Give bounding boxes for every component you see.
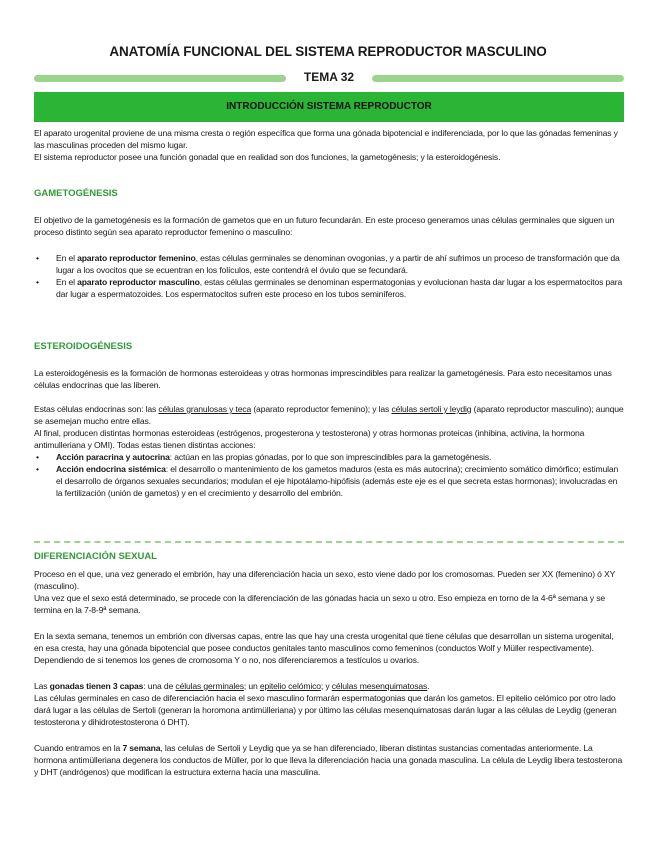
dif-paragraph-2: Una vez que el sexo está determinado, se procede con la diferenciación de las gónadas hacia un sexo u otro. Eso empieza en torno de la 4-6ª semana y se termina en la 7-8-9ª semana. [34,593,605,615]
tema-row [34,70,624,86]
heading-diferenciacion: DIFERENCIACIÓN SEXUAL [34,551,157,562]
estero-paragraph-1: La esteroidogénesis es la formación de hormonas esteroideas y otras hormonas imprescindibles para realizar la gametogénesis. Para esto necesitamos unas células endocrinas que las liberen. [34,368,612,390]
gametogenesis-paragraph: El objetivo de la gametogénesis es la formación de gametos que en un futuro fecundarán. En este proceso generamos unas células germinales que siguen un proceso distinto según sea aparato reproductor femenino o masculino: [34,215,615,237]
tema-label: TEMA 32 [303,70,355,84]
bullet-icon: • [36,464,39,474]
bullet-endocrina: • Acción endocrina sistémica: el desarrollo o mantenimiento de los gametos maduros (esta es más autocrina); crecimiento somático dimórfico; estimulan el desarrollo de órganos sexuales secundarios; modulan el eje hipotálamo-hipófisis (además este eje es el que secreta estas hormonas); involucradas en la fertilización (unión de gametos) y en el crecimiento y desarrollo del embrión. [36,464,619,498]
dif-paragraph-3: En la sexta semana, tenemos un embrión con diversas capas, entre las que hay una cresta urogenital que tiene células que desarrollan un sistema urogenital, en esa cresta, hay una gónada bipotencial que posee conductos genitales tanto masculinos como femeninos (conductos Wolf y Müller respectivamente). Dependiendo de si tenemos los genes de cromosoma Y o no, nos diferenciaremos a testículos u ovarios. [34,631,614,665]
bullet-paracrina: • Acción paracrina y autocrina: actúan en las propias gónadas, por lo que son imprescindibles para la gametogénesis. [36,452,492,462]
heading-esteroidogenesis: ESTEROIDOGÉNESIS [34,341,133,352]
bullet-male: • En el aparato reproductor masculino, estas células germinales se denominan espermatogonias y evolucionan hasta dar lugar a los espermatocitos para dar lugar a espermatozoides. Los espermatocitos sufren este proceso en los tubos seminíferos. [36,277,623,299]
bullet-female: • En el aparato reproductor femenino, estas células germinales se denominan ovogonias, y a partir de ahí sufrimos un proceso de transformación que da lugar a los ovocitos que se ecuentran en los folículos, este contendrá el óvulo que se fecundará. [36,253,620,275]
heading-gametogenesis: GAMETOGÉNESIS [34,188,118,199]
intro-block [34,127,624,163]
bullet-icon: • [36,253,39,263]
intro-paragraph-2: El sistema reproductor posee una función gonadal que en realidad son dos funciones, la gametogénesis; y la esteroidogénesis. [34,152,501,162]
dif-paragraph-1: Proceso en el que, una vez generado el embrión, hay una diferenciación hacia un sexo, esto viene dado por los cromosomas. Pueden ser XX (femenino) ó XY (masculino). [34,569,616,591]
bullet-icon: • [36,277,39,287]
dashed-divider [34,541,624,543]
esteroidogenesis-block [34,367,624,499]
dif-paragraph-4: Las gonadas tienen 3 capas: una de células germinales; un epitelio celómico; y células mesenquimatosas. [34,681,430,691]
estero-paragraph-2: Estas células endocrinas son: las células granulosas y teca (aparato reproductor femenino); y las células sertoli y leydig (aparato reproductor masculino); aunque se asemejan mucho entre ellas. [34,404,624,426]
bullet-icon: • [36,452,39,462]
dif-paragraph-5: Las células germinales en caso de diferenciación hacia el sexo masculino formarán espermatogonias que darán los gametos. El epitelio celómico por otro lado dará lugar a las células de Sertoli (generan la horomona antimülleriana) y por último las células mesenquimatosas darán lugar a las células de Leydig (generan testosterona y dihidrotestosterona ó DHT). [34,693,617,727]
diferenciacion-block [34,568,624,778]
section-banner [34,92,624,122]
dif-paragraph-6: Cuando entramos en la 7 semana, las celulas de Sertoli y Leydig que ya se han diferenciado, liberan distintas sustancias comentadas anteriormente. La hormona antimülleriana degenera los conductos de Müller, por lo que lleva la diferenciación hacia una gonada masculina. La célula de Leydig libera testosterona y DHT (andrógenos) que modifican la estructura externa hacia una masculina. [34,743,623,777]
gametogenesis-block [34,214,624,300]
tema-bar-right [372,75,624,82]
intro-paragraph-1: El aparato urogenital proviene de una misma cresta o región específica que forma una gónada bipotencial e indiferenciada, por lo que las gónadas femeninas y las masculinas proceden del mismo lugar. [34,128,618,150]
estero-paragraph-3: Al final, producen distintas hormonas esteroideas (estrógenos, progesterona y testosterona) y otras hormonas proteicas (inhibina, activina, la hormona antimulleriana y OMI). Todas estas tienen distintas acciones: [34,428,585,450]
banner-label: INTRODUCCIÓN SISTEMA REPRODUCTOR [226,101,432,112]
document-title: ANATOMÍA FUNCIONAL DEL SISTEMA REPRODUCTOR MASCULINO [109,44,547,59]
